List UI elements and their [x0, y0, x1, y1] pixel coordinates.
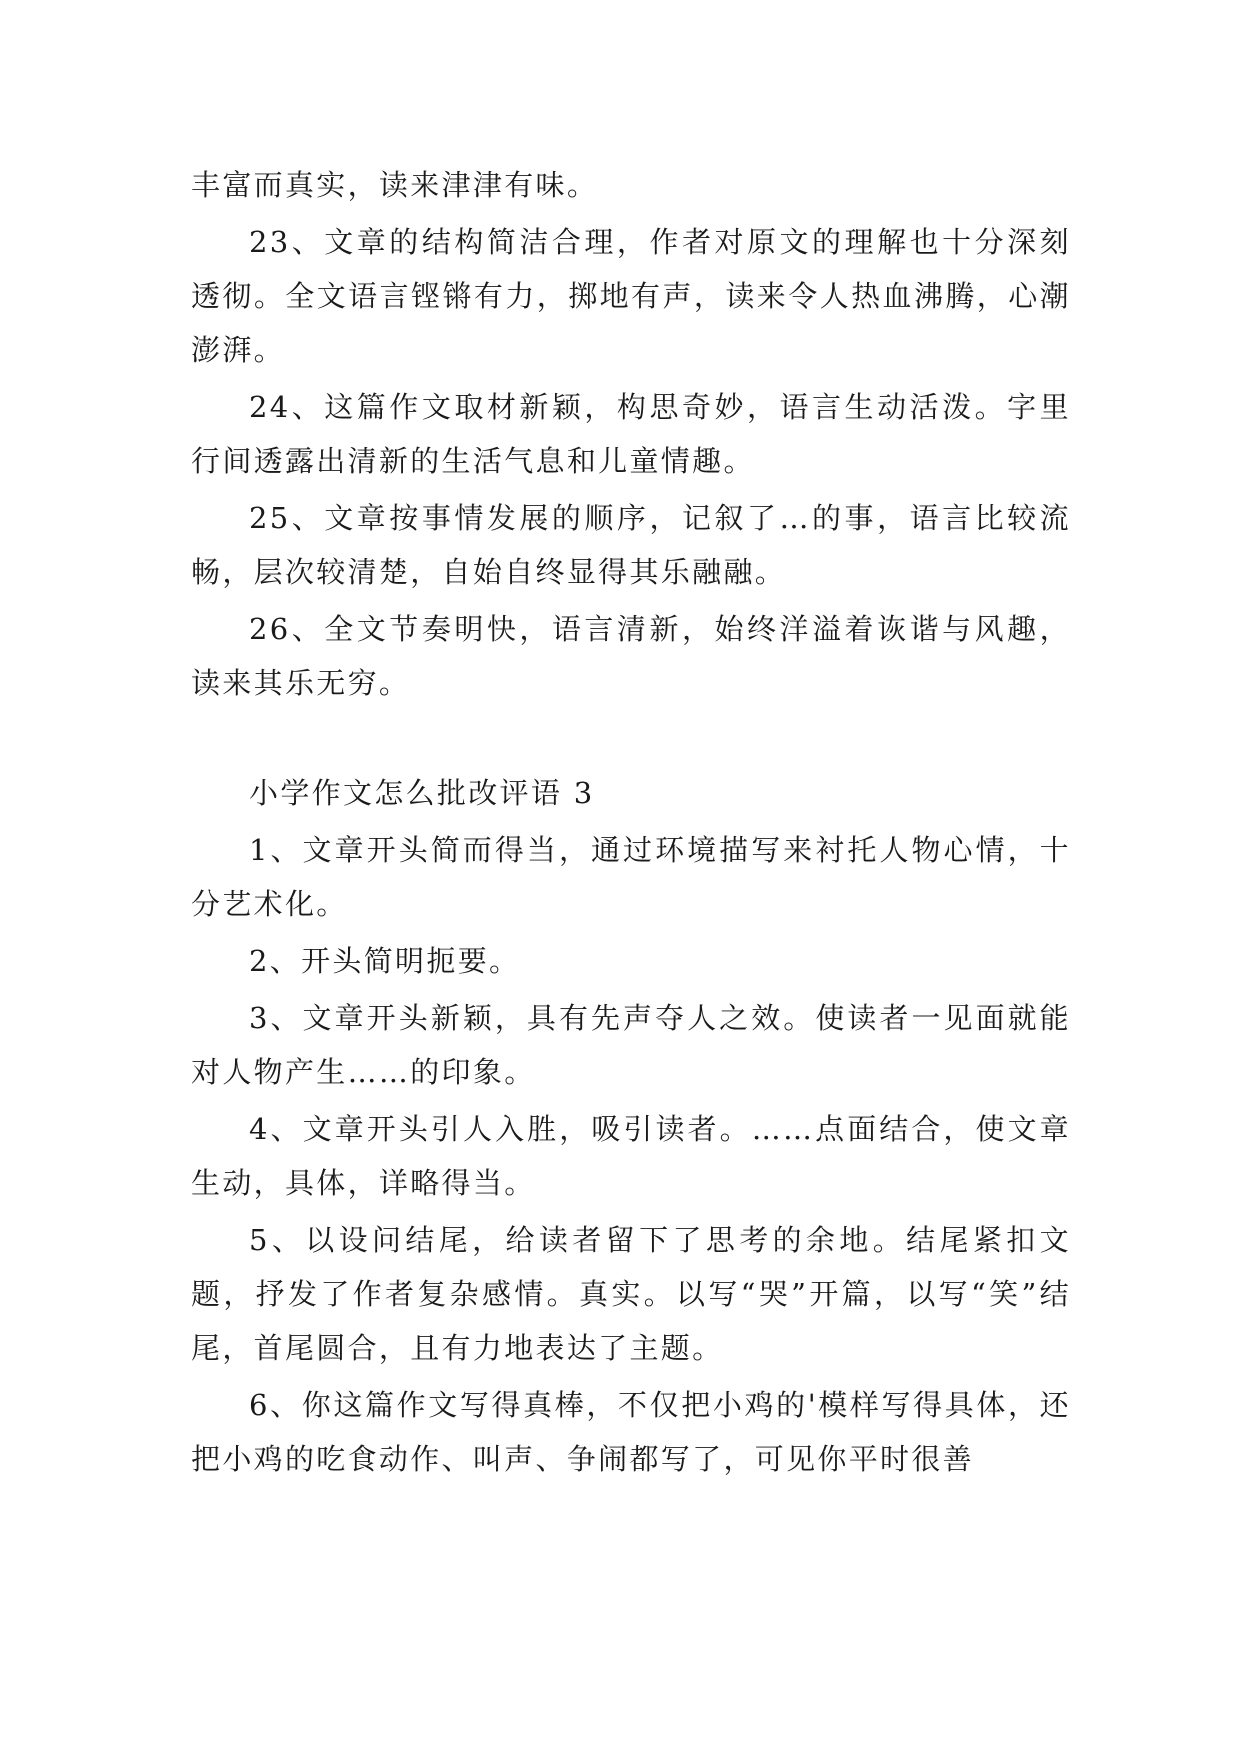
paragraph: 2、开头简明扼要。	[249, 944, 521, 978]
paragraph: 6、你这篇作文写得真棒，不仅把小鸡的'模样写得具体，还把小鸡的吃食动作、叫声、争闹都写了，可见你平时很善	[191, 1388, 1071, 1476]
section-heading: 小学作文怎么批改评语 3	[249, 776, 595, 810]
paragraph: 4、文章开头引人入胜，吸引读者。……点面结合，使文章生动，具体，详略得当。	[191, 1112, 1071, 1200]
document-body	[191, 158, 1071, 1489]
paragraph: 3、文章开头新颖，具有先声夺人之效。使读者一见面就能对人物产生……的印象。	[191, 1001, 1071, 1089]
paragraph: 24、这篇作文取材新颖，构思奇妙，语言生动活泼。字里行间透露出清新的生活气息和儿童情趣。	[191, 390, 1071, 478]
paragraph: 5、以设问结尾，给读者留下了思考的余地。结尾紧扣文题，抒发了作者复杂感情。真实。以写“哭”开篇，以写“笑”结尾，首尾圆合，且有力地表达了主题。	[191, 1223, 1071, 1365]
paragraph: 23、文章的结构简洁合理，作者对原文的理解也十分深刻透彻。全文语言铿锵有力，掷地有声，读来令人热血沸腾，心潮澎湃。	[191, 225, 1071, 367]
paragraph: 25、文章按事情发展的顺序，记叙了…的事，语言比较流畅，层次较清楚，自始自终显得其乐融融。	[191, 501, 1071, 589]
paragraph: 26、全文节奏明快，语言清新，始终洋溢着诙谐与风趣，读来其乐无穷。	[191, 612, 1071, 700]
paragraph: 丰富而真实，读来津津有味。	[191, 168, 599, 202]
paragraph: 1、文章开头简而得当，通过环境描写来衬托人物心情，十分艺术化。	[191, 833, 1071, 921]
